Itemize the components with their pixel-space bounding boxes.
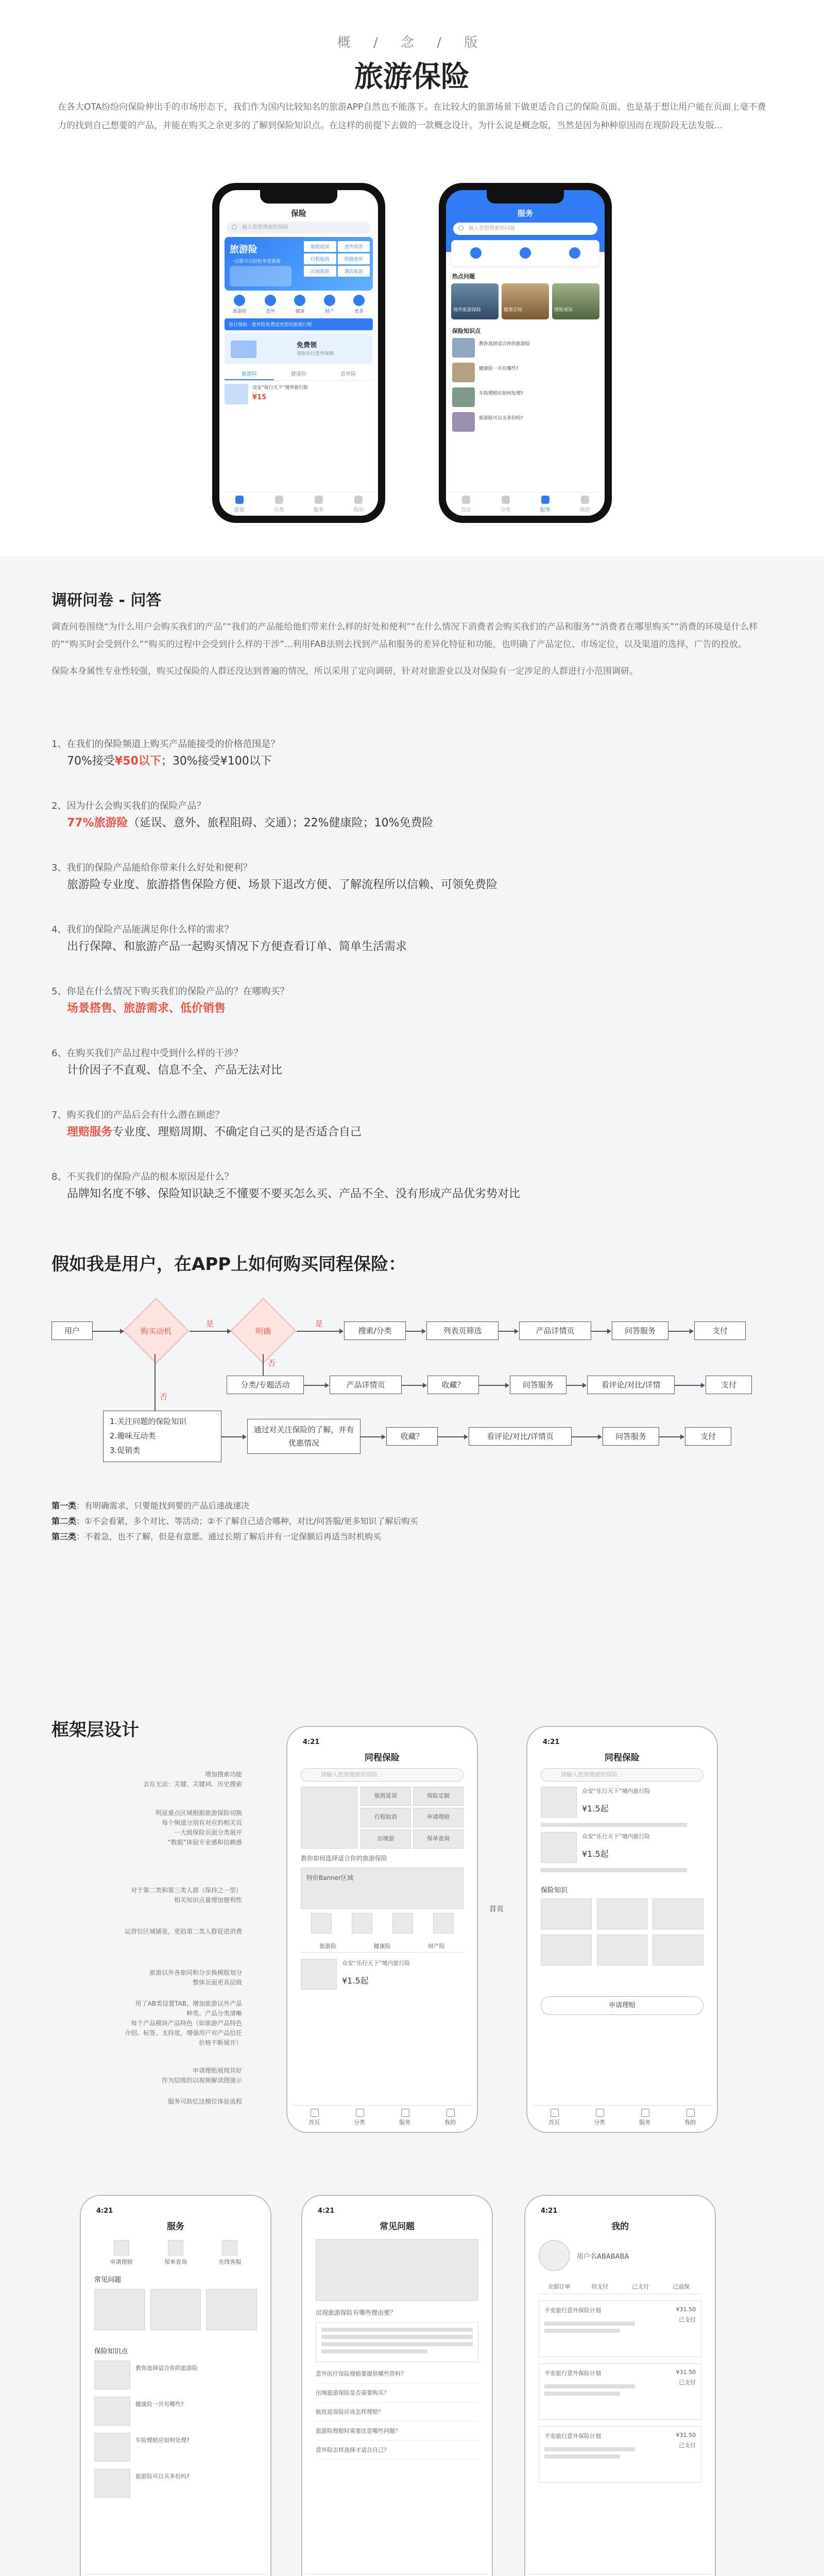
node-compare-2: 看评论/对比/详情页 — [469, 1427, 572, 1446]
node-pay-3: 支付 — [685, 1427, 731, 1446]
order-card[interactable]: 平安旅行意外保险计划 ¥31.50 已支付 — [539, 2363, 701, 2420]
section-title: 热点问题 — [452, 273, 475, 280]
framework-section — [0, 1638, 824, 2576]
qa-item: 3、我们的保险产品能给你带来什么好处和便利？ 旅游险专业度、旅游搭售保险方便、场景下退改方便、了解流程所以信赖、可领免费险 — [52, 862, 498, 891]
annotation: 运营位区域铺张，更趋第二类人群促进消费 — [124, 1928, 242, 1935]
wire-tabbar — [85, 2574, 266, 2576]
service-shortcuts — [451, 240, 599, 266]
service-icon — [315, 496, 323, 504]
concept-label: 概 / 念 / 版 — [337, 35, 487, 50]
claim-icon[interactable] — [470, 247, 482, 259]
article-item[interactable]: 车险理赔应如何处理? — [452, 387, 598, 407]
tab-mine[interactable]: 我的 — [565, 493, 605, 516]
section-title: 保险知识点 — [452, 328, 480, 334]
survey-para-2: 保险本身属性专业性较强，购买过保险的人群还没达到普遍的情况，所以采用了定向调研，针对对旅游业以及对保险有一定涉足的人群进行小范围调研。 — [52, 666, 638, 676]
node-pay: 支付 — [694, 1321, 746, 1340]
annotation: 用了AB类设置TAB，增加旅游以外产品 种类、产品分类清晰 每个产品模块产品特色（如旅游产品特色 介绍、标签、支持度，增强用户对产品信任 价格不断展开） — [124, 2000, 242, 2046]
node-compare: 看评论/对比/详情 — [587, 1376, 675, 1394]
tab-service[interactable]: 服务 — [525, 493, 565, 516]
travel-icon — [234, 295, 245, 306]
search-input[interactable]: 请输入您要搜索的保险 — [301, 1768, 464, 1782]
support-icon[interactable] — [569, 247, 580, 259]
node-follow: 通过对关注保险的了解，并有优惠情况 — [247, 1419, 360, 1454]
node-user: 用户 — [52, 1321, 93, 1340]
boat-illustration — [230, 266, 291, 286]
wireframe-profile: 4:21 我的 用户名ABABABA 全部订单 待支付 已支付 已退保 平安旅行意外保险计划 ¥31.50 已支付 平安旅行意外保险计划 ¥31.50 已支付 平安旅行意外保险计划 ¥31.50 已支付 — [524, 2195, 716, 2576]
avatar[interactable] — [539, 2240, 570, 2271]
home-icon — [235, 496, 244, 504]
node-pay-2: 支付 — [706, 1376, 752, 1394]
product-thumb — [225, 384, 248, 404]
claim-button[interactable]: 申请理赔 — [541, 1996, 703, 2015]
qa-item: 5、你是在什么情况下购买我们的保险产品的？在哪购买？ 场景搭售、旅游需求、低价销售 — [52, 986, 289, 1015]
phone-mockup-insurance — [212, 183, 385, 523]
product-item[interactable]: 众安“乐行天下”境内旅行险 ¥1.5起 — [541, 1787, 703, 1818]
quick-links: 航班延误 意外伤害 行程取消 铁路意外 出境旅游 酒店取消 — [304, 241, 370, 277]
wire-title: 同程保险 — [365, 1753, 400, 1763]
wire-tabbar: 首页 分类 服务 我的 — [291, 2105, 473, 2128]
wire-tabbar: 首页 分类 服务 我的 — [531, 2105, 713, 2128]
accident-icon — [265, 295, 276, 306]
node-reasons: 1.关注问题的保险知识 2.趣味互动类 3.促销类 — [103, 1411, 221, 1462]
node-cat-topic: 分类/专题活动 — [227, 1376, 304, 1394]
node-detail-2: 产品详情页 — [330, 1376, 402, 1394]
category-icons: 旅游险 意外 健康 财产 更多 — [224, 295, 374, 314]
app-title: 保险 — [290, 209, 306, 218]
flow-heading: 假如我是用户，在APP上如何购买同程保险： — [52, 1254, 406, 1275]
survey-heading: 调研问卷 - 问答 — [52, 591, 162, 609]
page-title: 旅游保险 — [354, 60, 470, 94]
search-icon — [232, 225, 237, 230]
node-list-filter: 列表页筛选 — [426, 1321, 499, 1340]
annotation: 服务可助忆这模位体验流程 — [167, 2098, 242, 2105]
product-item[interactable]: 众安“乐行天下”境内旅行险 ¥1.5起 — [301, 1959, 464, 1990]
promo-card[interactable]: 免费领 领取出行意外保障 — [225, 333, 373, 364]
phone-screen — [219, 190, 378, 516]
promo-banner[interactable]: 特价Banner区域 — [301, 1868, 464, 1909]
annotation: 对于第二类和第三类人群（保持之一型） 相关知识点量增加便利性 — [130, 1887, 242, 1904]
wire-tabbar — [529, 2574, 711, 2576]
category-icon — [275, 496, 283, 504]
service-icon — [541, 496, 550, 504]
tab-category[interactable]: 分类 — [259, 493, 299, 516]
intro-text: 在各大OTA纷纷向保险伸出手的市场形态下，我们作为国内比较知名的旅游APP自然也不能落下。在比较大的旅游场景下做更适合自己的保险页面、也是基于想让用户能在页面上毫不费力的找到自己想要的产品，并能在购买之余更多的了解到保险知识点。在这样的前提下去做的一款概念设计。为什么说是概念版，当然是因为种种原因而在现阶段无法发版... — [58, 102, 766, 131]
product-item[interactable]: 众安“乐行天下”境内旅行险 ¥1.5起 — [541, 1832, 703, 1863]
phone-notch — [260, 190, 337, 204]
promo-illustration — [231, 341, 256, 358]
node-fav-2: 收藏？ — [386, 1427, 438, 1446]
node-clear: 明确 — [255, 1327, 271, 1336]
hot-cards: 境外旅游保险 健康告知 理赔须知 — [451, 283, 599, 319]
annotation: 增加搜索功能 去在无法：关键、关键词、历史搜索 — [143, 1771, 242, 1788]
search-input[interactable]: 输入您想搜索的问题 — [453, 223, 597, 235]
home-icon — [462, 496, 470, 504]
annotation: 明显重点区域根据旅游保险切换 每个频道分别有对应的相关页 一大级保险页面分类展开 “数据”体验专业感和信赖感 — [155, 1809, 242, 1846]
wireframe-home-bottom: 4:21 同程保险 请输入您要搜索的保险 众安“乐行天下”境内旅行险 ¥1.5起 众安“乐行天下”境内旅行险 ¥1.5起 保险知识 申请理赔 首页 分类 服务 我的 — [526, 1726, 718, 2133]
app-title: 服务 — [517, 209, 533, 218]
node-detail: 产品详情页 — [519, 1321, 591, 1340]
phone-mockup-service — [439, 183, 612, 523]
health-icon — [294, 295, 305, 306]
qa-item: 8、不买我们的保险产品的根本原因是什么？ 品牌知名度不够、保险知识缺乏不懂要不要买怎么买、产品不全、没有形成产品优劣势对比 — [52, 1172, 521, 1200]
bottom-tabbar — [446, 492, 605, 516]
qa-item: 1、在我们的保险频道上购买产品能接受的价格范围是？ 70%接受¥50以下；30%接受¥100以下 — [52, 739, 280, 768]
user-icon — [354, 496, 363, 504]
survey-para-1: 调查问卷围绕“为什么用户会购买我们的产品”“我们的产品能给他们带来什么样的好处和便利”“在什么情况下消费者会购买我们的产品和服务”“消费者在哪里购买”“消费的环境是什么样的”“购买时会受到什么”“购买的过程中会受到什么样的干涉”...利用FAB法则去找到产品和服务的差异化特征和功能，也明确了产品定位、市场定位，以及渠道的选择，广告的投放。 — [52, 622, 758, 650]
qa-item: 7、购买我们的产品后会有什么潜在顾虑？ 理赔服务专业度、理赔周期、不确定自己买的是否适合自己 — [52, 1110, 362, 1139]
home-label: 首页 — [489, 1905, 504, 1913]
hero-section — [0, 0, 824, 556]
article-list — [446, 338, 605, 432]
order-card[interactable]: 平安旅行意外保险计划 ¥31.50 已支付 — [539, 2300, 701, 2357]
product-tabs: 旅游险 健康险 意外险 — [225, 367, 373, 381]
notice-bar[interactable]: 每日领取 · 意外险免费送至您的旅游行程 — [225, 318, 373, 330]
annotation: 申请理赔展现其好 作为层级的以视频解读图演示 — [161, 2067, 242, 2084]
tab-service[interactable]: 服务 — [299, 493, 338, 516]
wireframe-service: 4:21 服务 申请理赔 保单查询 在线客服 常见问题 保险知识点 教你选择适合你的旅游险 健康险一共有哪些? 车险理赔应如何处理? 旅游险可以买多份吗? — [80, 2195, 271, 2576]
qa-item: 6、在购买我们产品过程中受到什么样的干涉？ 计价因子不直观、信息不全、产品无法对比 — [52, 1048, 283, 1077]
more-icon — [353, 295, 365, 306]
tab-category[interactable]: 分类 — [486, 493, 525, 516]
node-motive: 购买动机 — [140, 1327, 171, 1336]
policy-icon[interactable] — [520, 247, 531, 259]
hero-banner[interactable]: 旅游险 一点就可以轻松享受旅游 航班延误 意外伤害 行程取消 铁路意外 出境旅游 酒店取消 — [225, 237, 373, 291]
wireframe-home-top: 4:21 同程保险 请输入您要搜索的保险 航班延误 保险定制 行程取消 申请理赔 出境游 保单查询 教你如何选择适合你的旅游保险 特价Banner区域 旅游险 健康险 财产险 众安“乐行天下”境内旅行险 ¥1.5起 首页 分类 服务 我的 — [286, 1726, 478, 2133]
tab-home[interactable]: 首页 — [446, 493, 486, 516]
phone-notch — [487, 190, 564, 204]
qa-item: 4、我们的保险产品能满足你什么样的需求？ 出行保障、和旅游产品一起购买情况下方便查看订单、简单生活需求 — [52, 924, 407, 953]
phone-screen — [446, 190, 605, 516]
article-item[interactable]: 健康险一共有哪些? — [452, 363, 598, 382]
user-icon — [581, 496, 589, 504]
node-fav: 收藏？ — [427, 1376, 479, 1394]
property-icon — [324, 295, 335, 306]
tip-text[interactable]: 教你如何选择适合你的旅游保险 — [301, 1855, 388, 1862]
category-icon — [502, 496, 510, 504]
node-search: 搜索/分类 — [344, 1321, 406, 1340]
tab-mine[interactable]: 我的 — [338, 493, 378, 516]
survey-section — [0, 556, 824, 1236]
search-icon — [458, 226, 464, 231]
wireframe-faq: 4:21 常见问题 出现旅游保险有哪些理由要？ 意外医疗保险理赔要提供哪些资料？ 出境旅游保险是否需要购买？ 航班延误险应该怎样理赔？ 旅游险理赔时需要注意哪些问题？ 意外险怎样选择才适合自己？ — [301, 2195, 493, 2576]
annotation: 旅游以外各旅同和分步换模版划分 整体页面更具层级 — [149, 1969, 242, 1986]
node-ask-3: 问答服务 — [603, 1427, 659, 1446]
article-item[interactable]: 教你选择适合你的旅游险 — [452, 338, 598, 358]
article-item[interactable]: 旅游险可以买多份吗? — [452, 412, 598, 432]
bottom-tabbar — [219, 492, 378, 516]
node-ask: 问答服务 — [612, 1321, 668, 1340]
flow-legend: 第一类：有明确需求，只要能找到要的产品后速战速决 第二类：①不会看紧，多个对比、等活动；②不了解自己适合哪种，对比/问答服/更多知识了解后购买 第三类：不着急，也不了解，但是有意愿。通过长期了解后并有一定保额后再适当时机购买 — [52, 1501, 418, 1541]
product-item[interactable]: 众安“保行天下”境外旅行险 ¥15 — [225, 384, 373, 404]
tab-home[interactable]: 首页 — [219, 493, 259, 516]
order-card[interactable]: 平安旅行意外保险计划 ¥31.50 已支付 — [539, 2426, 701, 2483]
username: 用户名ABABABA — [577, 2252, 629, 2261]
search-input[interactable]: 请输入您要搜索的保险 — [541, 1768, 703, 1782]
qa-item: 2、因为什么会购买我们的保险产品？ 77%旅游险（延误、意外、旅程阻碍、交通）；22%健康险；10%免费险 — [52, 801, 434, 829]
wire-banner: 航班延误 保险定制 行程取消 申请理赔 出境游 保单查询 — [301, 1787, 464, 1849]
flow-section: 假如我是用户，在APP上如何购买同程保险： 用户 购买动机 是 明确 是 搜索/分类 列表页筛选 产品详情页 问答服务 支付 否 分类/专题活动 产品详情页 收藏？ 问答服务 看评论/对比/详情 支付 否 1.关注问题的保险知识 2.趣味互动类 3.促销类 通过对关注保险的了解，并有优惠情况 收藏？ 看评论/对比/详情页 问答服务 支付 第一类：有明确需求，只要能找到要的产品后速战速决 第二类：①不会看紧，多个对比、等活动；②不了解自己适合哪种，对比/问答服/更多知识了解后购买 第三类：不着急，也不了解，但是有意愿。通过长期了解后并有一定保额后再适当时机购买 — [0, 1236, 824, 1638]
node-ask-2: 问答服务 — [510, 1376, 566, 1394]
framework-heading: 框架层设计 — [52, 1720, 139, 1740]
search-input[interactable]: 输入您想搜索的保险 — [227, 222, 371, 234]
wire-tabbar — [306, 2574, 488, 2576]
